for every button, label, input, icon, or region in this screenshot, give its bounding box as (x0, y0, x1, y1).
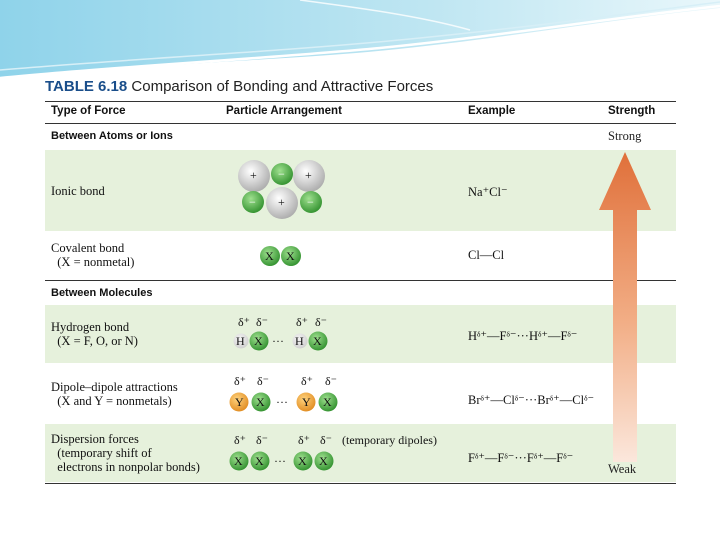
strength-weak-label: Weak (608, 462, 637, 476)
hb-h-1: H (236, 334, 245, 348)
hb-delta-minus-1: δ⁻ (256, 315, 268, 329)
ion-minus-1: − (278, 167, 285, 181)
dd-delta-plus-1: δ⁺ (234, 374, 246, 388)
covalent-x-1: X (265, 249, 274, 263)
table-number: TABLE 6.18 (45, 78, 128, 95)
hb-dots: ··· (272, 334, 284, 348)
header-strength: Strength (608, 105, 656, 117)
section-molecules: Between Molecules (51, 287, 153, 299)
header-type: Type of Force (51, 105, 126, 117)
covalent-x-2: X (286, 249, 295, 263)
dd-y-2: Y (302, 395, 311, 409)
df-delta-minus-2: δ⁻ (320, 433, 332, 447)
hb-h-2: H (295, 334, 304, 348)
ion-minus-2: − (249, 195, 256, 209)
df-delta-minus-1: δ⁻ (256, 433, 268, 447)
df-x-3: X (298, 454, 307, 468)
hb-delta-plus-1: δ⁺ (238, 315, 250, 329)
hb-delta-minus-2: δ⁻ (315, 315, 327, 329)
header-arrangement: Particle Arrangement (226, 105, 342, 117)
row-label-covalent: Covalent bond (X = nonmetal) (51, 241, 135, 269)
ion-minus-3: − (307, 195, 314, 209)
hb-x-2: X (313, 334, 322, 348)
dd-x-2: X (323, 395, 332, 409)
header-example: Example (468, 105, 516, 117)
dd-y-1: Y (235, 395, 244, 409)
hb-x-1: X (254, 334, 263, 348)
hb-delta-plus-2: δ⁺ (296, 315, 308, 329)
row-label-dipole: Dipole–dipole attractions (X and Y = nonmetals) (51, 380, 178, 408)
temporary-dipoles-note: (temporary dipoles) (342, 433, 437, 447)
ion-plus-3: + (278, 195, 285, 209)
dd-dots: ··· (276, 395, 288, 409)
strength-strong-label: Strong (608, 129, 642, 143)
row-example-hydrogen: Hᵟ⁺—Fᵟ⁻···Hᵟ⁺—Fᵟ⁻ (468, 329, 578, 343)
row-example-ionic: Na⁺Cl⁻ (468, 185, 508, 199)
dd-delta-minus-1: δ⁻ (257, 374, 269, 388)
row-example-covalent: Cl—Cl (468, 248, 505, 262)
df-dots: ··· (274, 454, 286, 468)
dd-x-1: X (256, 395, 265, 409)
ion-plus-2: + (305, 168, 312, 182)
dd-delta-minus-2: δ⁻ (325, 374, 337, 388)
section-atoms-ions: Between Atoms or Ions (51, 130, 173, 142)
row-label-ionic: Ionic bond (51, 184, 105, 198)
table-title-text: Comparison of Bonding and Attractive Forces (131, 78, 434, 95)
df-x-2: X (255, 454, 264, 468)
df-x-4: X (319, 454, 328, 468)
row-label-hydrogen: Hydrogen bond (X = F, O, or N) (51, 320, 138, 348)
df-delta-plus-2: δ⁺ (298, 433, 310, 447)
df-x-1: X (234, 454, 243, 468)
df-delta-plus-1: δ⁺ (234, 433, 246, 447)
dd-delta-plus-2: δ⁺ (301, 374, 313, 388)
row-example-dipole: Brᵟ⁺—Clᵟ⁻···Brᵟ⁺—Clᵟ⁻ (468, 393, 595, 407)
row-example-dispersion: Fᵟ⁺—Fᵟ⁻···Fᵟ⁺—Fᵟ⁻ (468, 451, 574, 465)
ion-plus-1: + (250, 168, 257, 182)
row-label-dispersion: Dispersion forces (temporary shift of electrons in nonpolar bonds) (51, 432, 200, 474)
